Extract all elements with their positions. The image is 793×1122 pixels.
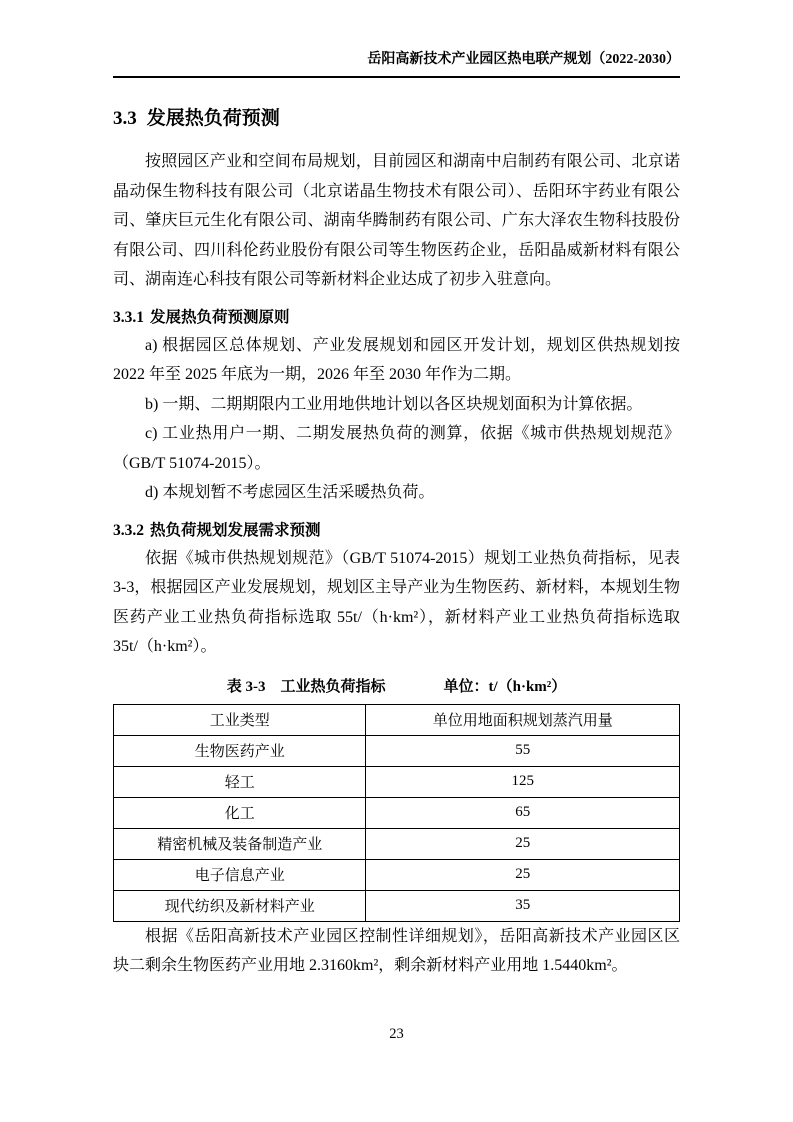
table-row (114, 828, 680, 859)
subsection-number-332: 3.3.2 (113, 521, 144, 539)
industry-type-cell: 轻工 (114, 766, 366, 797)
section-heading (113, 105, 680, 133)
section-title: 发展热负荷预测 (146, 108, 280, 129)
industry-type-cell: 现代纺织及新材料产业 (114, 890, 366, 921)
table-row (114, 735, 680, 766)
table-header-row (114, 704, 680, 735)
table-row (114, 890, 680, 921)
page-content (113, 0, 680, 981)
industry-type-cell: 化工 (114, 797, 366, 828)
table-caption-unit: 单位：t/（h·km²） (443, 678, 567, 695)
table-row (114, 766, 680, 797)
principle-item-a: a) 根据园区总体规划、产业发展规划和园区开发计划，规划区供热规划按 2022 年至 2025 年底为一期，2026 年至 2030 年作为二期。 (113, 336, 680, 383)
principle-item-c: c) 工业热用户一期、二期发展热负荷的测算，依据《城市供热规划规范》（GB/T 51074-2015）。 (113, 425, 680, 472)
table-body (114, 735, 680, 921)
steam-usage-cell: 35 (366, 890, 680, 921)
heat-load-indicator-table (113, 704, 680, 922)
principle-item-d: d) 本规划暂不考虑园区生活采暖热负荷。 (145, 484, 435, 501)
subsection-heading-331 (113, 304, 680, 331)
intro-paragraph: 按照园区产业和空间布局规划，目前园区和湖南中启制药有限公司、北京诺晶动保生物科技有限公司（北京诺晶生物技术有限公司）、岳阳环宇药业有限公司、肇庆巨元生化有限公司、湖南华腾制药有限公司、广东大泽农生物科技股份有限公司、四川科伦药业股份有限公司等生物医药企业，岳阳晶威新材料有限公司、湖南连心科技有限公司等新材料企业达成了初步入驻意向。 (113, 153, 680, 288)
table-row (114, 859, 680, 890)
steam-usage-cell: 55 (366, 735, 680, 766)
running-header-text: 岳阳高新技术产业园区热电联产规划（2022-2030） (367, 52, 680, 67)
industry-type-cell: 精密机械及装备制造产业 (114, 828, 366, 859)
steam-usage-cell: 25 (366, 859, 680, 890)
steam-usage-cell: 125 (366, 766, 680, 797)
closing-paragraph: 根据《岳阳高新技术产业园区控制性详细规划》，岳阳高新技术产业园区区块二剩余生物医药产业用地 2.3160km²，剩余新材料产业用地 1.5440km²。 (113, 927, 680, 974)
subsection-title-332: 热负荷规划发展需求预测 (150, 521, 321, 539)
table-caption-label: 表 3-3 工业热负荷指标 (226, 678, 386, 695)
steam-usage-cell: 25 (366, 828, 680, 859)
page-footer (0, 1026, 793, 1043)
principle-item-b: b) 一期、二期期限内工业用地供地计划以各区块规划面积为计算依据。 (145, 395, 643, 413)
table-header-industry-type: 工业类型 (114, 704, 366, 735)
table-header-steam-usage: 单位用地面积规划蒸汽用量 (366, 704, 680, 735)
subsection-title-331: 发展热负荷预测原则 (150, 308, 290, 326)
table-caption (113, 676, 680, 698)
subsection-heading-332 (113, 517, 680, 544)
industry-type-cell: 电子信息产业 (114, 859, 366, 890)
table-row (114, 797, 680, 828)
subsection-number-331: 3.3.1 (113, 308, 144, 326)
demand-forecast-paragraph: 依据《城市供热规划规范》（GB/T 51074-2015）规划工业热负荷指标，见表 3-3，根据园区产业发展规划，规划区主导产业为生物医药、新材料，本规划生物医药产业工业热负荷指标选取 55t/（h·km²），新材料产业工业热负荷指标选取 35t/（h·km²）。 (113, 549, 680, 655)
industry-type-cell: 生物医药产业 (114, 735, 366, 766)
steam-usage-cell: 65 (366, 797, 680, 828)
running-header (113, 0, 680, 78)
section-number: 3.3 (113, 108, 137, 129)
page-number: 23 (389, 1026, 404, 1042)
